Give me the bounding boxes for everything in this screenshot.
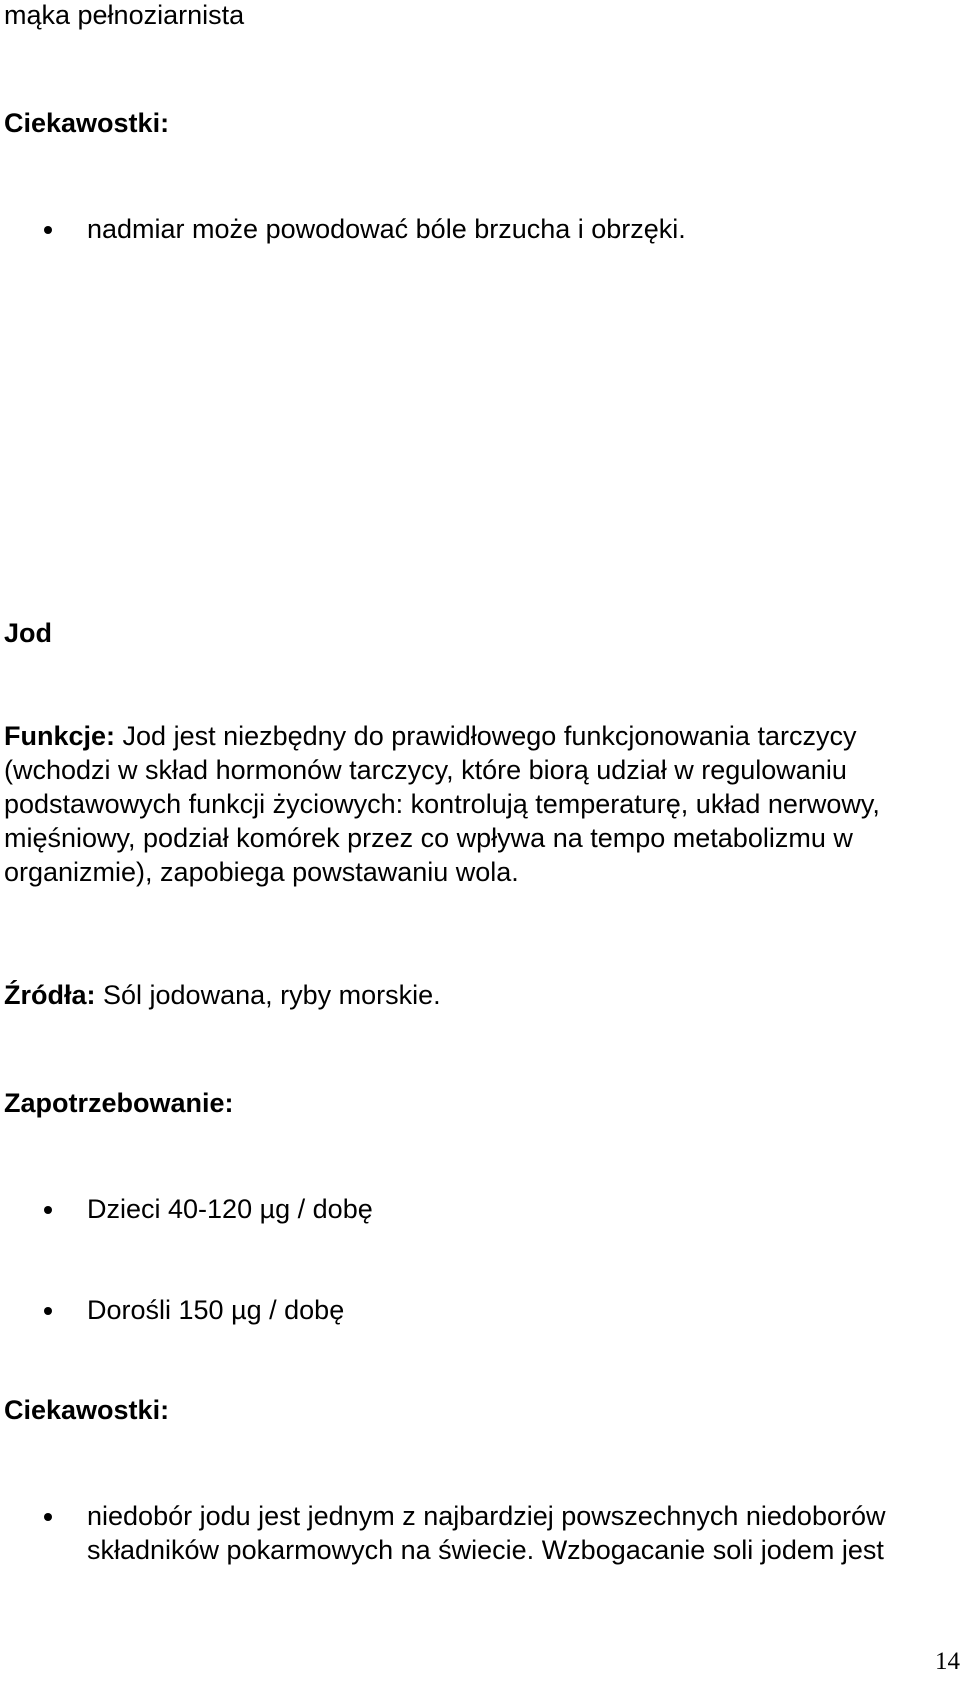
paragraph-line: (wchodzi w skład hormonów tarczycy, które biorą udział w regulowaniu — [4, 755, 847, 785]
top-line: mąka pełnoziarnista — [4, 0, 245, 30]
list-item-text: Dzieci 40-120 µg / dobę — [87, 1194, 373, 1224]
zapotrzebowanie-heading: Zapotrzebowanie: — [4, 1088, 234, 1118]
bullet-icon — [44, 1307, 52, 1315]
zrodla-label: Źródła: — [4, 980, 96, 1010]
paragraph-line — [4, 719, 944, 753]
ciekawostki-heading-2: Ciekawostki: — [4, 1395, 170, 1425]
list-item-text: nadmiar może powodować bóle brzucha i obrzęki. — [87, 214, 686, 244]
paragraph-line: niedobór jodu jest jednym z najbardziej powszechnych niedoborów — [87, 1501, 886, 1531]
funkcje-label: Funkcje: — [4, 721, 116, 751]
funkcje-paragraph — [4, 719, 944, 889]
funkcje-text: Jod jest niezbędny do prawidłowego funkcjonowania tarczycy — [115, 721, 857, 751]
list-item-text — [87, 1499, 885, 1567]
bullet-icon — [44, 1513, 52, 1521]
bullet-icon — [44, 1206, 52, 1214]
list-item-text: Dorośli 150 µg / dobę — [87, 1295, 345, 1325]
paragraph-line: organizmie), zapobiega powstawaniu wola. — [4, 857, 519, 887]
zrodla-line — [4, 978, 441, 1012]
page-number: 14 — [935, 1648, 960, 1675]
bullet-icon — [44, 226, 52, 234]
jod-title: Jod — [4, 618, 53, 648]
paragraph-line: podstawowych funkcji życiowych: kontrolują temperaturę, układ nerwowy, — [4, 789, 880, 819]
paragraph-line: mięśniowy, podział komórek przez co wpływa na tempo metabolizmu w — [4, 823, 853, 853]
zrodla-text: Sól jodowana, ryby morskie. — [95, 980, 441, 1010]
paragraph-line: składników pokarmowych na świecie. Wzbogacanie soli jodem jest — [87, 1535, 884, 1565]
ciekawostki-heading-1: Ciekawostki: — [4, 108, 170, 138]
